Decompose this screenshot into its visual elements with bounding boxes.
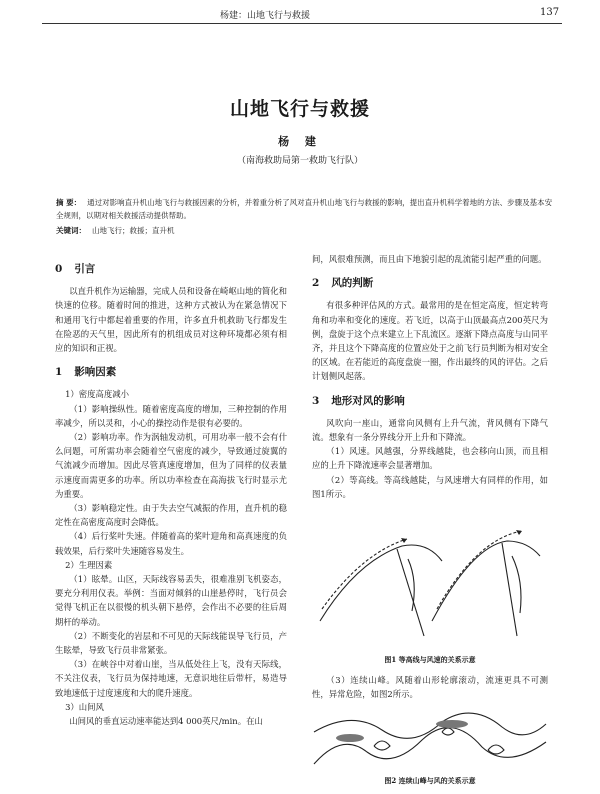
section-title: 引言 — [74, 263, 96, 275]
section-heading — [312, 276, 548, 290]
arrowhead-right — [516, 530, 522, 535]
figure-1-caption: 图1 等高线与风速的关系示意 — [384, 655, 476, 665]
paragraph: （3）连续山峰。风随着山形轮廓滚动，流速更具不可测性，异常危险，如图2所示。 — [312, 675, 548, 700]
paragraph: （2）不断变化的岩层和不可见的天际线能误导飞行员，产生眩晕，导致飞行员非常紧张。 — [55, 630, 287, 656]
section-number: 2 — [312, 277, 320, 290]
gentle-slope-contour — [320, 545, 442, 621]
affiliation: （南海救助局第一救助飞行队） — [236, 156, 363, 166]
cloud-cap-2 — [436, 720, 468, 728]
rotor-eddy-3 — [442, 728, 454, 735]
section-number: 0 — [55, 263, 63, 275]
figure-1-diagram — [312, 501, 548, 651]
paragraph: 风吹向一座山，通常向风侧有上升气流，背风侧有下降气流。想象有一条分界线分开上升和下降流。 — [312, 417, 548, 443]
paragraph: 有很多种评估风的方式。最常用的是在恒定高度，恒定转弯角和功率和变化的速度。若飞近，以高于山顶最高点200英尺为例，盘旋于这个点来建立上下乱流区。逐渐下降点高度与山同平齐，并且这个下降高度的位置应处于之前飞行员判断为相对安全的区域。在若能近的高度盘旋一圈，作出最终的风的评估。之后计划侧风起落。 — [312, 300, 548, 382]
section-heading — [55, 365, 287, 379]
lee-downflow-right — [512, 556, 521, 613]
paragraph: （1）影响操纵性。随着密度高度的增加，三种控制的作用率减少，所以灵和，小心的操控动作是很有必要的。 — [55, 403, 287, 428]
paragraph: （1）眩晕。山区，天际线容易丢失，很难准别飞机姿态，要充分利用仪表。举例：当面对倾斜的山崖悬停时，飞行员会觉得飞机正在以很慢的机头朝下悬停，会作出不必要的往后周期杆的举动。 — [55, 574, 287, 627]
left-column — [55, 252, 287, 728]
page-header — [0, 0, 600, 30]
page-number: 137 — [540, 7, 560, 18]
paragraph: （3）在峡谷中对着山崖，当从低处往上飞，没有天际线，不关注仪表，飞行员为保持地速，无意识地往后带杆，易造导致地速低于过度速度和大的爬升速度。 — [55, 659, 287, 698]
figure-2-diagram — [312, 702, 548, 772]
running-title: 杨建：山地飞行与救援 — [220, 11, 311, 21]
section-heading — [312, 394, 548, 408]
paragraph: （2）影响功率。作为涡轴发动机，可用功率一般不会有什么问题，可所需功率会随着空气密度的减少，导致通过旋翼的气流减少而增加。因此尽管真速度增加，但为了同样的仪表量示速度而需更多的功率。所以功率检查在高海拔飞行时显示尤为重要。 — [55, 432, 287, 499]
rotor-eddy-1 — [374, 741, 390, 750]
paragraph: （2）等高线。等高线越陡，与风速增大有同样的作用，如图1所示。 — [312, 474, 548, 499]
section-title: 影响因素 — [74, 366, 117, 379]
steep-airflow-line — [437, 531, 522, 609]
rotor-eddy-2 — [488, 745, 504, 754]
paragraph: （4）后行桨叶失速。伴随着高的桨叶迎角和高真速度的负载效果，后行桨叶失速随容易发生。 — [55, 531, 287, 556]
figure-2-caption: 图2 连续山峰与风的关系示意 — [384, 775, 476, 785]
paragraph: 山间风的垂直运动速率能达到4 000英尺/min。在山 — [69, 716, 263, 727]
keywords-label: 关键词： — [56, 226, 86, 235]
section-title: 风的判断 — [331, 277, 374, 290]
steep-slope-contour — [432, 541, 540, 621]
header-rule — [42, 23, 562, 24]
paragraph: （3）影响稳定性。由于失去空气减振的作用，直升机的稳定性在高密度高度时会降低。 — [55, 503, 287, 528]
abstract-text: 通过对影响直升机山地飞行与救援因素的分析，并着重分析了风对直升机山地飞行与救援的影响，提出直升机科学着地的方法、步骤及基本安全规则，以期对相关救援活动提供帮助。 — [56, 198, 553, 220]
keywords-text: 山地飞行；救援；直升机 — [92, 226, 175, 235]
paragraph: （1）风速。风越强，分界线越陡，也会移向山顶，而且相应的上升下降流速率会显著增加。 — [312, 446, 548, 471]
section-title: 地形对风的影响 — [331, 394, 405, 407]
subsection-heading: 1）密度高度减小 — [65, 389, 130, 400]
keywords — [56, 225, 556, 236]
subsection-heading: 2）生理因素 — [65, 559, 113, 570]
paragraph: 以直升机作为运输器，完成人员和设备在崎岖山地的简化和快速的位移。随着时间的推进，这种方式被认为在紧急情况下和通用飞行中都起着重要的作用，许多直升机救助飞行都发生在险恶的天气里，因此所有的机组成员对这种环境都必须有相应的知识和正视。 — [55, 286, 288, 354]
figure-2 — [312, 702, 548, 788]
gentle-dividing-line — [397, 549, 424, 636]
article-title: 山地飞行与救援 — [229, 98, 370, 120]
abstract — [56, 196, 556, 222]
paragraph: 间，风很难预测，而且由下地貌引起的乱流能引起严重的问题。 — [312, 254, 547, 264]
subsection-heading: 3）山间风 — [65, 701, 104, 712]
cloud-cap-1 — [336, 734, 364, 742]
right-column — [312, 252, 548, 794]
abstract-label: 摘 要： — [56, 198, 82, 207]
section-number: 1 — [55, 366, 63, 379]
section-number: 3 — [312, 394, 320, 407]
steep-dividing-line — [502, 543, 517, 636]
section-heading — [55, 262, 287, 276]
lee-downflow-left — [408, 559, 414, 611]
figure-1 — [312, 501, 548, 667]
author: 杨 建 — [278, 135, 322, 148]
